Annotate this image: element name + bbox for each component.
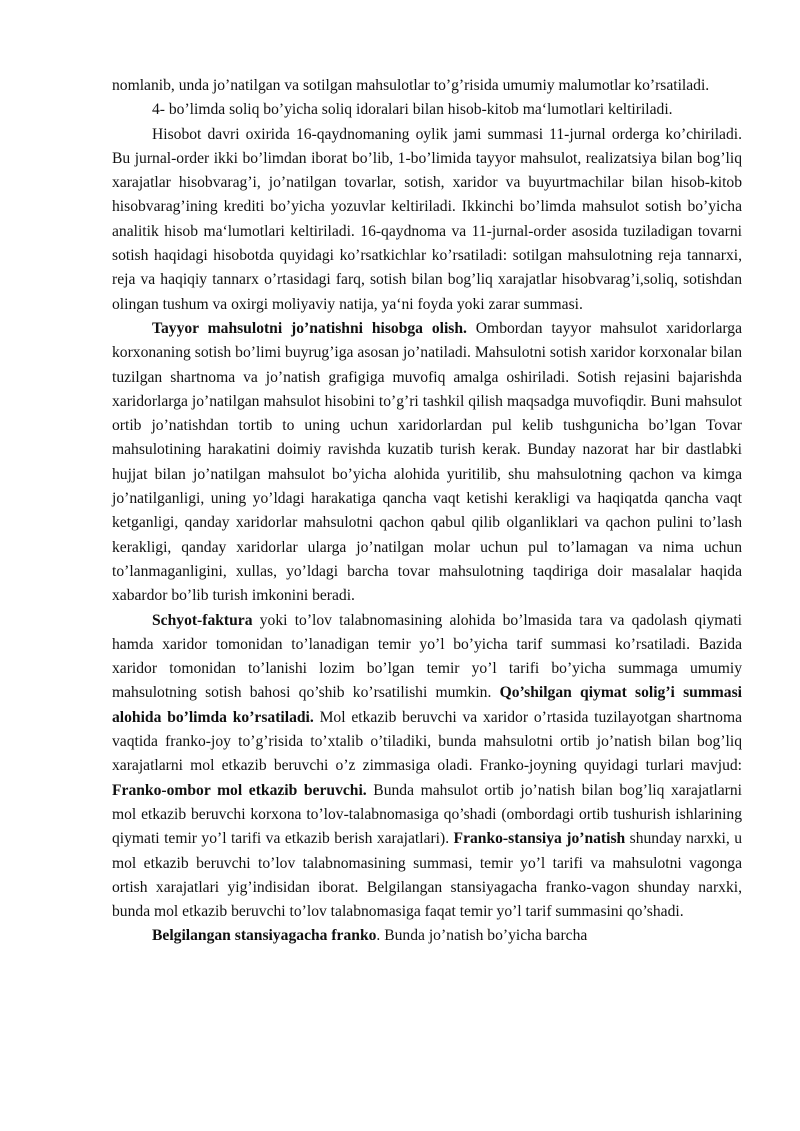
document-page: [112, 74, 742, 949]
paragraph-5-term-schyot-faktura: Schyot-faktura: [152, 611, 253, 629]
paragraph-4-text: Ombordan tayyor mahsulot xaridorlarga korxonaning sotish bo’limi buyrug’iga asosan jo’natiladi. Mahsulotni sotish xaridor korxonalar bilan tuzilgan shartnoma va jo’natish grafigiga muvofiq amalga oshiriladi. Sotish rejasini bajarishda xaridorlarga jo’natilgan mahsulot hisobini to’g’ri tashkil qilish maqsadga muvofiqdir. Buni mahsulot ortib jo’natishdan tortib to uning uchun xaridorlardan pul kelib tushgunicha bo’lgan Tovar mahsulotining harakatini doimiy ravishda kuzatib turish kerak. Bunday nazorat har bir dastlabki hujjat bilan jo’natilgan mahsulot bo’yicha alohida yuritilib, shu mahsulotning qachon va kimga jo’natilganligi, uning yo’ldagi harakatiga qancha vaqt ketishi kerakligi va haqiqatda qancha vaqt ketganligi, qanday xaridorlar mahsulotni qachon qabul qilib olganliklari va qachon pulini to’lash kerakligi, qanday xaridorlar ularga jo’natilgan molar uchun pul to’lamagan va nima uchun to’lanmaganligini, xullas, yo’ldagi barcha tovar mahsulotning taqdiriga doir masalalar haqida xabardor bo’lib turish imkonini beradi.: [112, 319, 742, 605]
paragraph-3-text: Hisobot davri oxirida 16-qaydnomaning oylik jami summasi 11-jurnal orderga ko’chiriladi. Bu jurnal-order ikki bo’limdan iborat bo’lib, 1-bo’limida tayyor mahsulot, realizatsiya bilan bog’liq xarajatlar hisobvarag’i, jo’natilgan tovarlar, sotish, xaridor va buyurtmachilar bilan hisob-kitob hisobvarag’ining krediti bo’yicha yozuvlar keltiriladi. Ikkinchi bo’limda mahsulot sotish bo’yicha analitik hisob ma‘lumotlari keltiriladi. 16-qaydnoma va 11-jurnal-order asosida tuziladigan tovarni sotish haqidagi hisobotda quyidagi ko’rsatkichlar ko’rsatiladi: sotilgan mahsulotning reja tannarxi, reja va haqiqiy tannarx o’rtasidagi farq, sotish bilan bog’liq xarajatlar hisobvarag’i,soliq, sotishdan olingan tushum va oxirgi moliyaviy natija, ya‘ni foyda yoki zarar summasi.: [112, 125, 742, 313]
paragraph-6: [112, 924, 742, 948]
paragraph-5-text-2: Mol etkazib beruvchi va xaridor o’rtasida tuzilayotgan shartnoma vaqtida franko-joy to’g’risida to’xtalib o’tiladiki, bunda mahsulotni ortib jo’natish bilan bog’liq xarajatlarni mol etkazib beruvchi o’z zimmasiga oladi. Franko-joyning quyidagi turlari mavjud:: [112, 708, 742, 775]
paragraph-2: [112, 98, 742, 122]
paragraph-5-text-1: yoki to’lov talabnomasining alohida bo’lmasida tara va qadolash qiymati hamda xaridor tomonidan to’lanadigan temir yo’l bo’yicha tarif summasi ko’rsatiladi. Bazida xaridor tomonidan to’lanishi lozim bo’lgan temir yo’l tarifi bo’yicha summaga umumiy mahsulotning sotish bahosi qo’shib ko’rsatilishi mumkin.: [112, 611, 742, 702]
paragraph-5-term-franko-stansiya: Franko-stansiya jo’natish: [453, 830, 626, 848]
paragraph-5-term-franko-ombor: Franko-ombor mol etkazib beruvchi.: [112, 781, 367, 799]
paragraph-6-heading: Belgilangan stansiyagacha franko: [152, 927, 377, 945]
paragraph-2-text: 4- bo’limda soliq bo’yicha soliq idoralari bilan hisob-kitob ma‘lumotlari keltiriladi.: [152, 101, 673, 119]
paragraph-6-text: . Bunda jo’natish bo’yicha barcha: [376, 927, 588, 945]
paragraph-5: [112, 609, 742, 925]
paragraph-1: [112, 74, 742, 98]
paragraph-4-heading: Tayyor mahsulotni jo’natishni hisobga olish.: [152, 319, 467, 337]
paragraph-5-text-4: shunday narxki, u mol etkazib beruvchi to’lov talabnomasining summasi, temir yo’l tarifi va mahsulotni vagonga ortish xarajatlari yig’indisidan iborat. Belgilangan stansiyagacha franko-vagon shunday narxki, bunda mol etkazib beruvchi to’lov talabnomasiga faqat temir yo’l tarif summasini qo’shadi.: [112, 830, 742, 921]
paragraph-4: [112, 317, 742, 609]
paragraph-3: [112, 123, 742, 317]
paragraph-5-text-3: Bunda mahsulot ortib jo’natish bilan bog’liq xarajatlarni mol etkazib beruvchi korxona to’lov-talabnomasiga qo’shadi (ombordagi ortib tushurish ishlarining qiymati temir yo’l tarifi va etkazib berish xarajatlari).: [112, 781, 742, 848]
paragraph-5-term-qqs: Qo’shilgan qiymat solig’i summasi alohida bo’limda ko’rsatiladi.: [112, 684, 742, 726]
paragraph-1-text: nomlanib, unda jo’natilgan va sotilgan mahsulotlar to’g’risida umumiy malumotlar ko’rsatiladi.: [112, 77, 710, 94]
